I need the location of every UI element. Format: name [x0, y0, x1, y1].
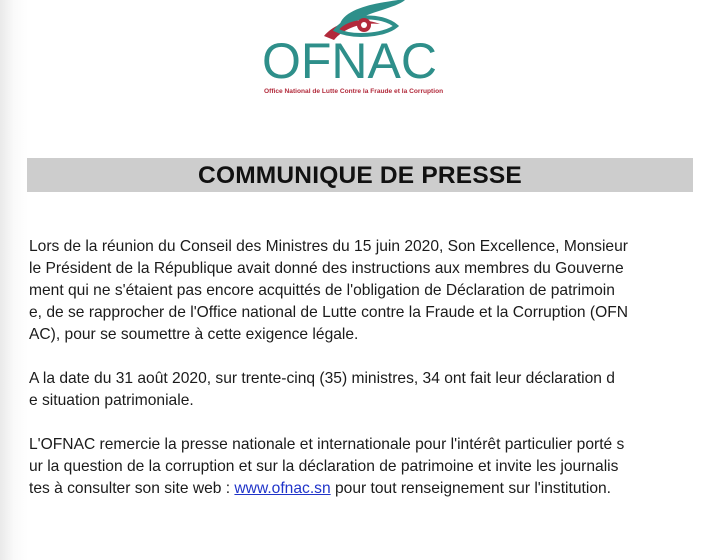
- text-before-link: tes à consulter son site web :: [29, 480, 235, 497]
- page-title: COMMUNIQUE DE PRESSE: [198, 162, 522, 189]
- paragraph-line: e, de se rapprocher de l'Office national de Lutte contre la Fraude et la Corruption (OFN: [29, 304, 629, 321]
- title-bar: [27, 158, 693, 192]
- paragraph-2: [29, 368, 709, 412]
- paragraph-line: ur la question de la corruption et sur la déclaration de patrimoine et invite les journalis: [29, 458, 619, 475]
- paragraph-line: ment qui ne s'étaient pas encore acquittés de l'obligation de Déclaration de patrimoin: [29, 282, 615, 299]
- paragraph-last-line: [29, 478, 709, 500]
- paragraph-1: [29, 236, 709, 346]
- paragraph-line: L'OFNAC remercie la presse nationale et internationale pour l'intérêt particulier porté s: [29, 436, 625, 453]
- paragraph-line: le Président de la République avait donné des instructions aux membres du Gouverne: [29, 260, 624, 277]
- logo-subtitle: Office National de Lutte Contre la Fraude et la Corruption: [264, 88, 444, 95]
- paragraph-line: AC), pour se soumettre à cette exigence légale.: [29, 326, 359, 343]
- text-after-link: pour tout renseignement sur l'institution.: [330, 480, 611, 497]
- paragraph-line: Lors de la réunion du Conseil des Ministres du 15 juin 2020, Son Excellence, Monsieur: [29, 238, 628, 255]
- website-link[interactable]: www.ofnac.sn: [234, 480, 331, 497]
- ofnac-logo: [258, 0, 458, 100]
- paragraph-line: A la date du 31 août 2020, sur trente-cinq (35) ministres, 34 ont fait leur déclaration d: [29, 370, 615, 387]
- paragraph-3: [29, 434, 709, 500]
- paragraph-line: e situation patrimoniale.: [29, 392, 194, 409]
- logo-wordmark: OFNAC: [262, 33, 437, 89]
